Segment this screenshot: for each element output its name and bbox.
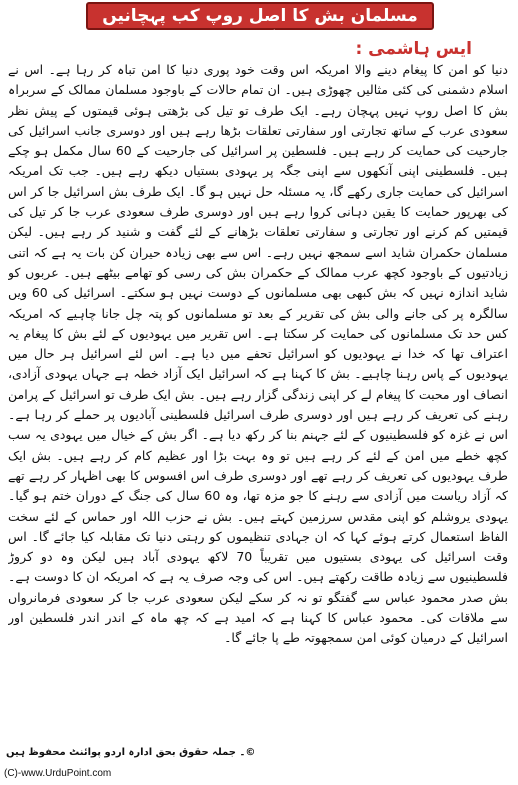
copyright-notice: ©۔ جملہ حقوق بحق ادارہ اردو پوائنٹ محفوظ ہیں	[6, 747, 256, 758]
source-url[interactable]: (C)-www.UrduPoint.com	[4, 768, 112, 779]
author-byline: ایس ہاشمی :	[355, 39, 472, 59]
article-paragraph: دنیا کو امن کا پیغام دینے والا امریکہ اس وقت خود پوری دنیا کا امن تباہ کر رہا ہے۔ اس نے اسلام دشمنی کی کئی مثالیں چھوڑی ہیں۔ ان تمام حالات کے باوجود مسلمان ممالک کے سربراہ بش کا اصل روپ نہیں پہچان رہے۔ ایک طرف تو تیل کی بڑھتی ہوئی قیمتوں کے پیش نظر سعودی عرب کے ساتھ تجارتی اور سفارتی تعلقات بڑھا رہے ہیں اور دوسری جانب اسرائیل کی جارحیت کی حمایت کر رہے ہیں۔ فلسطین پر اسرائیل کی جارحیت کے 60 سال مکمل ہو چکے ہیں۔ فلسطینی اپنی آنکھوں سے اپنی جگہ پر یہودی بستیاں دیکھ رہے ہیں۔ جب تک امریکہ اسرائیل کی حمایت جاری رکھے گا، یہ مسئلہ حل نہیں ہو گا۔ ایک طرف بش اسرائیل جا کر اس کی بھرپور حمایت کا یقین دہانی کروا رہے ہیں اور دوسری طرف سعودی عرب جا کر تیل کی قیمتیں کم کرنے اور تجارتی و سفارتی تعلقات بڑھانے کے لئے گفت و شنید کر رہے ہیں۔ لیکن مسلمان حکمران شاید اسے سمجھ نہیں رہے۔ اس سے بھی زیادہ حیران کن بات یہ ہے کہ اتنی زیادتیوں کے باوجود کچھ عرب ممالک کے حکمران بش کی رسی کو تھامے بیٹھے ہیں۔ عربوں کو شاید اندازہ نہیں کہ بش کبھی بھی مسلمانوں کے دوست نہیں ہو سکتے۔ اسرائیل کی 60 ویں سالگرہ پر کی جانے والی بش کی تقریر کے بعد تو مسلمانوں کو پتہ چل جانا چاہیے کہ امریکہ کس حد تک مسلمانوں کی حمایت کر سکتا ہے۔ اس تقریر میں یہودیوں کے لئے بش کا پیغام یہ اعتراف تھا کہ خدا نے یہودیوں کو اسرائیل تحفے میں دیا ہے۔ اس لئے اسرائیل ہر حال میں یہودیوں کے پاس رہنا چاہیے۔ بش کا کہنا ہے کہ اسرائیل ایک آزاد خطہ ہے جہاں یہودی آزادی، انصاف اور محبت کا پیغام لے کر اپنی زندگی گزار رہے ہیں۔ بش ایک طرف تو اسرائیل کے پرامن رہنے کی تعریف کر رہے ہیں اور دوسری طرف اسرائیل فلسطینی آبادیوں پر حملے کر رہا ہے۔ اس نے غزہ کو فلسطینیوں کے لئے جہنم بنا کر رکھ دیا ہے۔ اگر بش کے خیال میں یہودی یہ سب کچھ خطے میں امن کے لئے کر رہے ہیں تو وہ بہت بڑا اور عظیم کام کر رہے ہیں۔ بش ایک طرف یہودیوں کی تعریف کر رہے تھے اور دوسری طرف اس افسوس کا بھی اظہار کر رہے تھے کہ آزاد ریاست میں آزادی سے رہنے کا جو مزہ تھا، وہ 60 سال کی جنگ کے دوران ختم ہو گیا۔ یہودی یروشلم کو اپنی مقدس سرزمین کہتے ہیں۔ بش نے حزب اللہ اور حماس کے لئے سخت الفاظ استعمال کرتے ہوئے کہا کہ ان جہادی تنظیموں کو رہتی دنیا تک مقابلہ کیا جائے گا۔ اس وقت اسرائیل کی یہودی بستیوں میں تقریباً 70 لاکھ یہودی آباد ہیں لیکن وہ دو کروڑ فلسطینیوں سے زیادہ طاقت رکھتے ہیں۔ اس کی وجہ صرف یہ ہے کہ امریکہ ان کا دوست ہے۔ بش صدر محمود عباس سے گفتگو تو نہ کر سکے لیکن سعودی عرب جا کر سعودی فرمانرواں سے ملاقات کی۔ محمود عباس کا کہنا ہے کہ امید ہے کہ چھ ماہ کے اندر اندر فلسطین اور اسرائیل کے درمیان کوئی امن سمجھوتہ طے پا جائے گا۔	[8, 62, 508, 646]
article-body	[8, 60, 508, 720]
article-title: مسلمان بش کا اصل روپ کب پہچانیں گے؟	[102, 6, 418, 50]
article-title-banner	[86, 2, 434, 50]
